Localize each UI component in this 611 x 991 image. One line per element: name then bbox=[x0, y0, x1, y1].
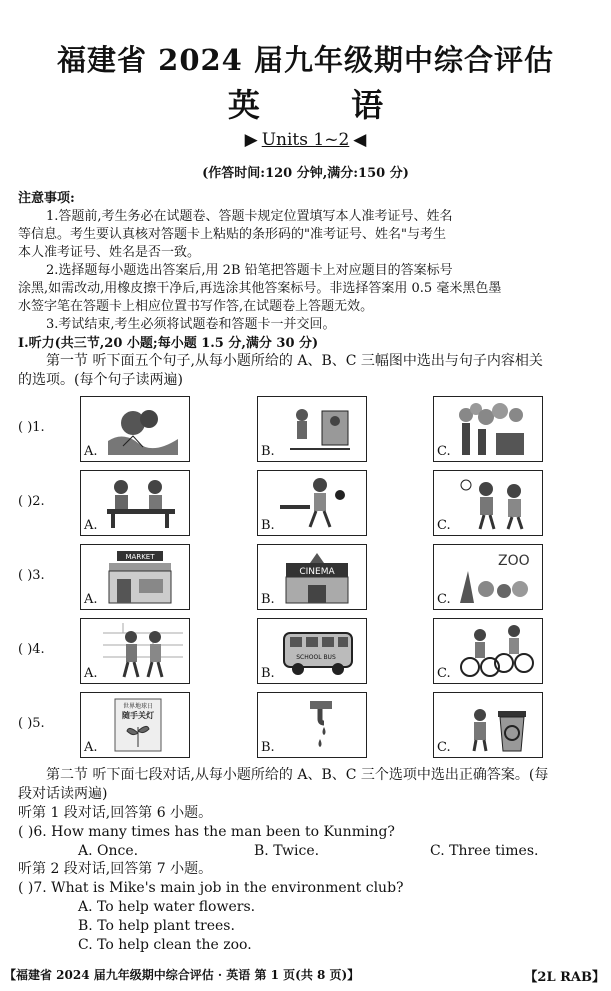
option-a-image[interactable] bbox=[80, 692, 190, 758]
pollution-water-icon bbox=[103, 401, 183, 457]
q6-option-c[interactable]: C. Three times. bbox=[430, 843, 539, 859]
notes-line: 涂黑,如需改动,用橡皮擦干净后,再选涂其他答案标号。非选择答案用 0.5 毫米黑色墨 bbox=[18, 281, 502, 296]
option-c-image[interactable] bbox=[433, 396, 543, 462]
question-number: ( )1. bbox=[18, 420, 45, 435]
notes-line: 等信息。考生要认真核对答题卡上粘贴的条形码的"准考证号、姓名"与考生 bbox=[18, 227, 446, 242]
option-b-image[interactable] bbox=[257, 618, 367, 684]
recycle-bin-icon bbox=[456, 697, 536, 753]
footer-left: 【福建省 2024 届九年级期中综合评估 · 英语 第 1 页(共 8 页)】 bbox=[4, 968, 360, 982]
dripping-tap-icon bbox=[280, 697, 360, 753]
option-label: B. bbox=[261, 444, 275, 459]
option-label: B. bbox=[261, 740, 275, 755]
cinema-sign-text: CINEMA bbox=[299, 567, 335, 577]
bicycle-riders-icon bbox=[456, 623, 536, 679]
q7-option-b[interactable]: B. To help plant trees. bbox=[78, 918, 235, 934]
q6-option-a[interactable]: A. Once. bbox=[78, 843, 139, 859]
section2-instruction-cont: 段对话读两遍) bbox=[18, 786, 108, 802]
cinema-building-icon bbox=[280, 549, 360, 605]
option-a-image[interactable] bbox=[80, 470, 190, 536]
factory-smoke-icon bbox=[456, 401, 536, 457]
footer-right: 【2L RAB】 bbox=[524, 970, 605, 985]
ball-game-icon bbox=[456, 475, 536, 531]
option-label: C. bbox=[437, 592, 451, 607]
option-label: C. bbox=[437, 740, 451, 755]
zoo-sign-text: ZOO bbox=[498, 553, 530, 569]
option-label: C. bbox=[437, 518, 451, 533]
question-number: ( )3. bbox=[18, 568, 45, 583]
option-label: A. bbox=[84, 740, 98, 755]
notes-line: 2.选择题每小题选出答案后,用 2B 铅笔把答题卡上对应题目的答案标号 bbox=[46, 263, 453, 278]
option-a-image[interactable] bbox=[80, 544, 190, 610]
picture-question-1 bbox=[18, 396, 608, 462]
school-bus-icon bbox=[280, 623, 360, 679]
right-triangle-icon: ◀ bbox=[353, 130, 367, 150]
option-b-image[interactable] bbox=[257, 544, 367, 610]
option-b-image[interactable] bbox=[257, 692, 367, 758]
study-desk-icon bbox=[103, 475, 183, 531]
option-label: B. bbox=[261, 518, 275, 533]
option-label: B. bbox=[261, 666, 275, 681]
picture-question-4 bbox=[18, 618, 608, 684]
units-label bbox=[0, 130, 611, 150]
q6-option-b[interactable]: B. Twice. bbox=[254, 843, 320, 859]
exam-title: 福建省 2024 届九年级期中综合评估 bbox=[57, 43, 554, 77]
notes-line: 水签字笔在答题卡上相应位置书写作答,在试题卷上答题无效。 bbox=[18, 299, 374, 314]
option-c-image[interactable] bbox=[433, 618, 543, 684]
option-label: A. bbox=[84, 592, 98, 607]
dialogue-2-intro: 听第 2 段对话,回答第 7 小题。 bbox=[18, 861, 213, 877]
question-6: ( )6. How many times has the man been to Kunming? bbox=[18, 824, 395, 840]
part1-heading: Ⅰ.听力(共三节,20 小题;每小题 1.5 分,满分 30 分) bbox=[18, 336, 319, 351]
picture-question-2 bbox=[18, 470, 608, 536]
option-label: B. bbox=[261, 592, 275, 607]
dialogue-1-intro: 听第 1 段对话,回答第 6 小题。 bbox=[18, 805, 213, 821]
option-label: C. bbox=[437, 444, 451, 459]
bus-sign-text: SCHOOL BUS bbox=[296, 654, 336, 661]
option-label: A. bbox=[84, 518, 98, 533]
option-a-image[interactable] bbox=[80, 396, 190, 462]
poster-line-2: 随手关灯 bbox=[122, 711, 154, 720]
market-building-icon bbox=[103, 549, 183, 605]
notes-line: 1.答题前,考生务必在试题卷、答题卡规定位置填写本人准考证号、姓名 bbox=[46, 209, 453, 224]
section1-instruction: 第一节 听下面五个句子,从每小题所给的 A、B、C 三幅图中选出与句子内容相关 bbox=[46, 353, 543, 369]
question-7: ( )7. What is Mike's main job in the environment club? bbox=[18, 880, 404, 896]
q7-option-c[interactable]: C. To help clean the zoo. bbox=[78, 937, 252, 953]
option-label: C. bbox=[437, 666, 451, 681]
question-number: ( )5. bbox=[18, 716, 45, 731]
litter-trash-icon bbox=[280, 401, 360, 457]
question-number: ( )4. bbox=[18, 642, 45, 657]
zoo-sign-icon bbox=[456, 549, 536, 605]
section2-instruction: 第二节 听下面七段对话,从每小题所给的 A、B、C 三个选项中选出正确答案。(每 bbox=[46, 767, 549, 783]
units-text: Units 1~2 bbox=[261, 130, 350, 150]
poster-line-1: 世界地球日 bbox=[122, 703, 154, 710]
subject-title: 英 语 bbox=[227, 86, 424, 124]
left-triangle-icon: ▶ bbox=[244, 130, 258, 150]
section1-instruction-cont: 的选项。(每个句子读两遍) bbox=[18, 372, 183, 388]
market-sign-text: MARKET bbox=[125, 553, 155, 561]
walking-people-icon bbox=[103, 623, 183, 679]
picture-question-3 bbox=[18, 544, 608, 610]
notes-line: 本人准考证号、姓名是否一致。 bbox=[18, 245, 201, 260]
option-b-image[interactable] bbox=[257, 396, 367, 462]
notes-heading: 注意事项: bbox=[18, 191, 75, 206]
option-b-image[interactable] bbox=[257, 470, 367, 536]
option-a-image[interactable] bbox=[80, 618, 190, 684]
table-tennis-icon bbox=[280, 475, 360, 531]
option-c-image[interactable] bbox=[433, 692, 543, 758]
q7-option-a[interactable]: A. To help water flowers. bbox=[78, 899, 256, 915]
option-c-image[interactable] bbox=[433, 544, 543, 610]
time-score: (作答时间:120 分钟,满分:150 分) bbox=[202, 166, 409, 181]
picture-question-5 bbox=[18, 692, 608, 758]
option-label: A. bbox=[84, 666, 98, 681]
option-label: A. bbox=[84, 444, 98, 459]
question-number: ( )2. bbox=[18, 494, 45, 509]
option-c-image[interactable] bbox=[433, 470, 543, 536]
notes-line: 3.考试结束,考生必须将试题卷和答题卡一并交回。 bbox=[46, 317, 336, 332]
poster-plant-icon bbox=[103, 697, 183, 753]
